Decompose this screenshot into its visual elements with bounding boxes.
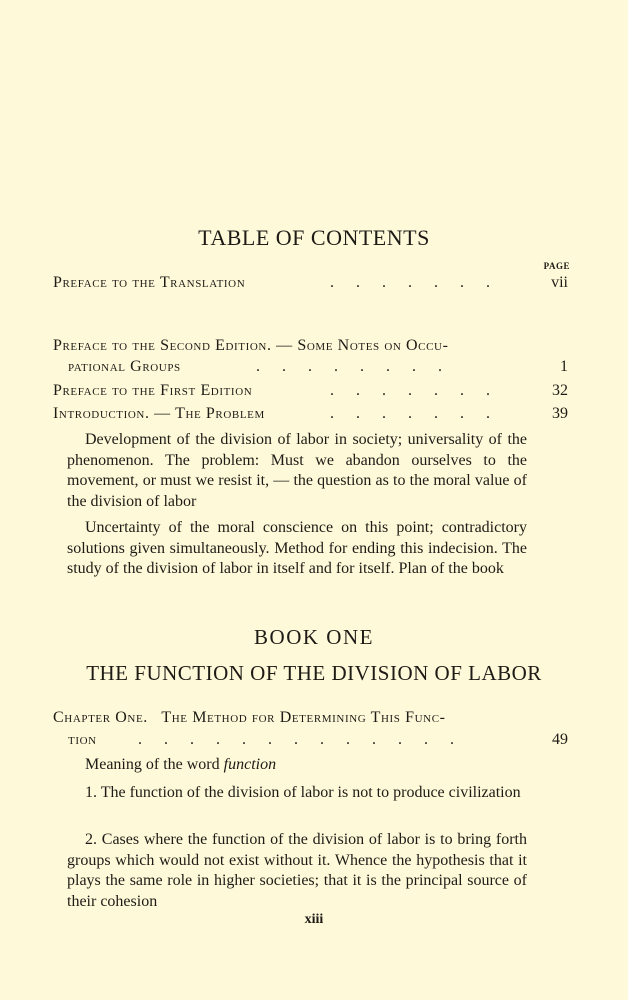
book-heading: BOOK ONE: [254, 625, 374, 649]
chapter-paragraph: [67, 755, 527, 776]
meaning-word: function: [223, 756, 277, 773]
toc-entry-page: 1: [560, 358, 568, 375]
toc-entry-title: Preface to the Second Edition. — Some Notes on Occu-: [53, 337, 449, 354]
intro-paragraph: Development of the division of labor in society; universality of the phenomenon. The problem: Must we abandon ourselves to the movement, or must we resist it, — the question as to the moral value of the division of labor: [67, 431, 527, 510]
toc-entry-title: Introduction. — The Problem: [53, 405, 265, 422]
toc-heading: TABLE OF CONTENTS: [198, 225, 430, 250]
toc-entry-page: vii: [551, 274, 568, 291]
chapter-paragraph: 2. Cases where the function of the division of labor is to bring forth groups which would not exist without it. Whence the hypothesis that it plays the same role in higher societies; that it is the principal source of their cohesion: [67, 831, 527, 910]
chapter-page: 49: [552, 731, 568, 748]
chapter-title-cont: tion: [68, 731, 97, 748]
meaning-prefix: Meaning of the word: [85, 756, 224, 773]
leader-dots: . . . . . . . .: [256, 358, 451, 375]
page-column-label: PAGE: [543, 261, 570, 271]
toc-entry-page: 32: [552, 382, 568, 399]
intro-paragraph: Uncertainty of the moral conscience on this point; contradictory solutions given simultaneously. Method for ending this indecision. The study of the division of labor in itself and for itself. Plan of the book: [67, 519, 527, 577]
chapter-paragraph: 1. The function of the division of labor is not to produce civilization: [85, 784, 521, 801]
toc-entry-title-cont: pational Groups: [68, 358, 181, 375]
leader-dots: . . . . . . .: [330, 382, 499, 399]
leader-dots: . . . . . . .: [330, 405, 499, 422]
toc-entry-title: Preface to the First Edition: [53, 382, 253, 399]
book-title: THE FUNCTION OF THE DIVISION OF LABOR: [86, 661, 542, 685]
leader-dots: . . . . . . . . . . . . .: [138, 731, 463, 748]
toc-entry-page: 39: [552, 405, 568, 422]
toc-entry-title: Preface to the Translation: [53, 274, 246, 291]
leader-dots: . . . . . . .: [330, 274, 499, 291]
chapter-title: Chapter One. The Method for Determining This Func-: [53, 709, 446, 726]
page-number: xiii: [304, 912, 324, 927]
